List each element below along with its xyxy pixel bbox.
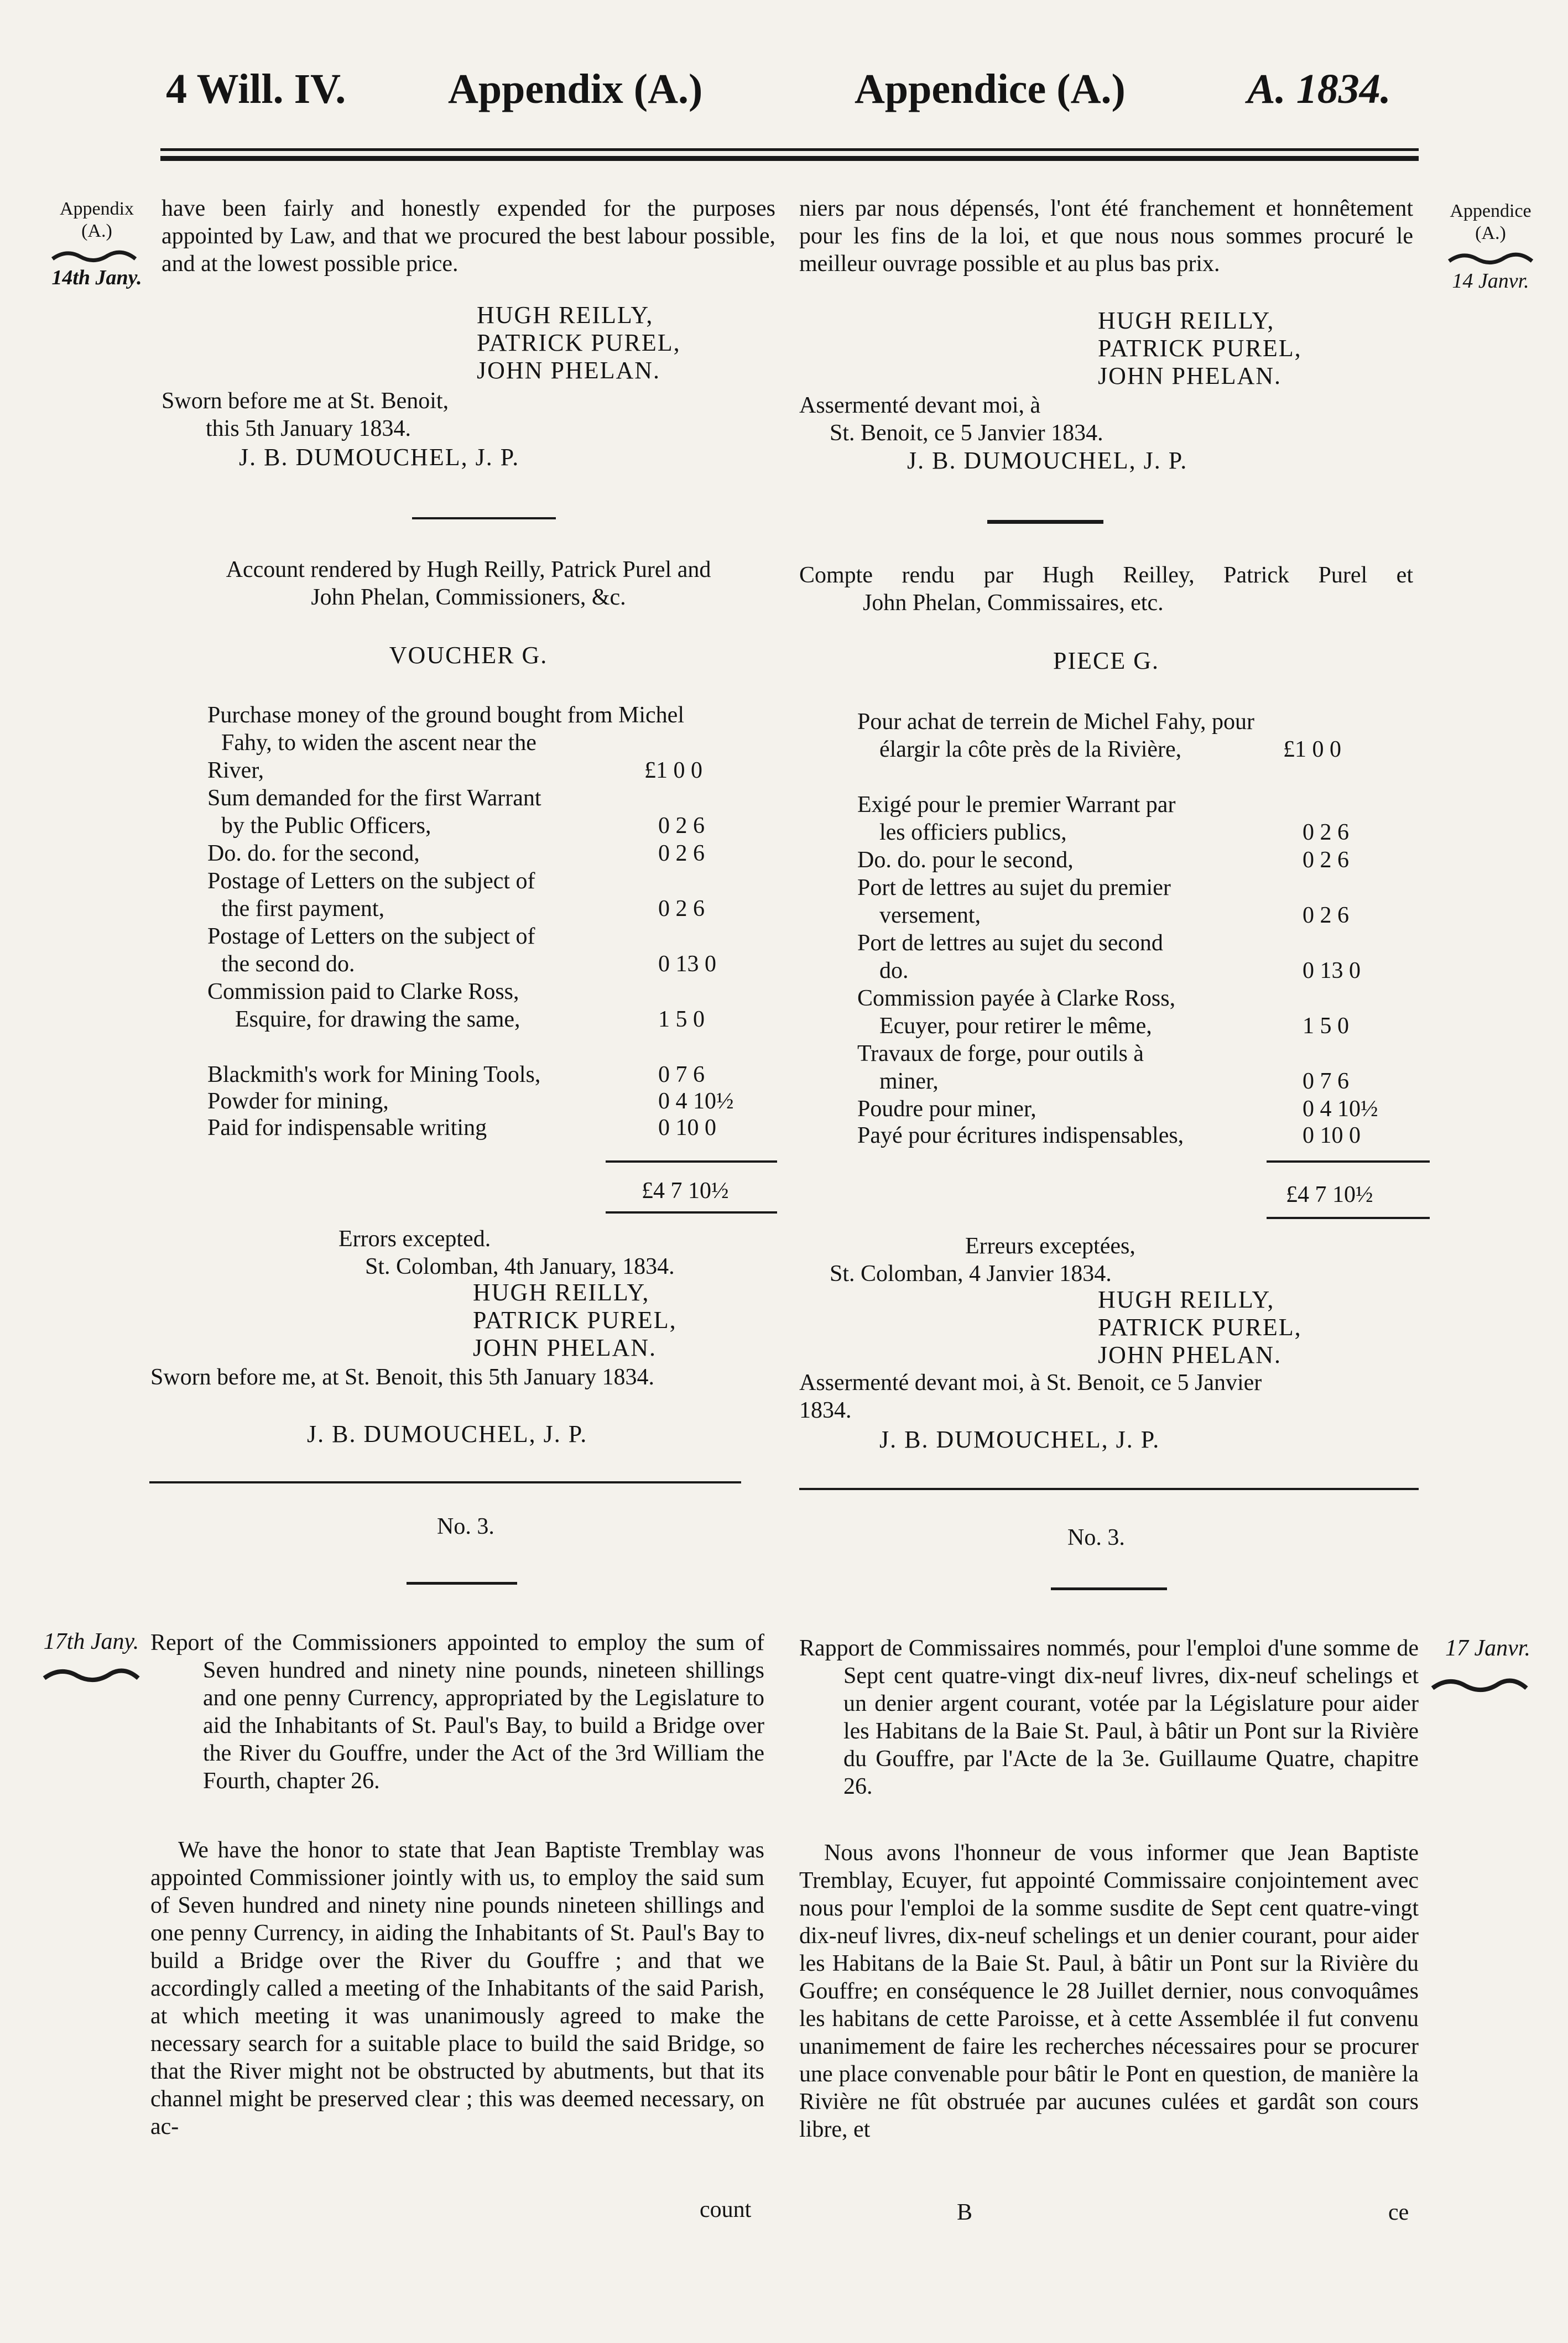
table-row: Do. do. for the second, 0 2 6: [207, 841, 705, 866]
en-errors-excepted: Errors excepted.: [338, 1226, 491, 1252]
en-section-rule: [149, 1481, 741, 1483]
en-sworn-2: Sworn before me, at St. Benoit, this 5th January 1834.: [150, 1365, 655, 1390]
fr-total-rule-bottom: [1267, 1217, 1430, 1219]
year-heading: A. 1834.: [1247, 66, 1391, 112]
margin-appendix-left: Appendix (A.): [59, 199, 134, 241]
en-sworn-line-2: this 5th January 1834.: [206, 416, 411, 441]
en-voucher-title: VOUCHER G.: [389, 642, 548, 669]
en-voucher-table: [207, 701, 783, 1142]
fr-sworn-2: Assermenté devant moi, à St. Benoit, ce 5 Janvier 1834.: [799, 1370, 1262, 1423]
fr-short-rule-2: [1051, 1587, 1167, 1590]
header-rule-bottom: [160, 156, 1419, 161]
fr-number-3: No. 3.: [1067, 1525, 1125, 1550]
table-row: Purchase money of the ground bought from Michel Fahy, to widen the ascent near the River, £1 0 0: [207, 702, 702, 783]
table-row: Postage of Letters on the subject of the second do. 0 13 0: [207, 924, 716, 977]
table-row: Paid for indispensable writing 0 10 0: [207, 1115, 716, 1141]
margin-appendice-right: Appendice (A.): [1450, 201, 1531, 243]
margin-date-right-bottom: 17 Janvr.: [1445, 1636, 1530, 1661]
appendix-title-en: Appendix (A.): [448, 66, 703, 112]
fr-short-rule-1: [987, 520, 1103, 524]
en-signers-2: HUGH REILLY, PATRICK PUREL, JOHN PHELAN.: [473, 1279, 677, 1361]
fr-signature-mark: B: [957, 2200, 973, 2225]
en-jp-signature-2: J. B. DUMOUCHEL, J. P.: [307, 1420, 588, 1448]
en-short-rule-2: [407, 1582, 517, 1585]
fr-place-date: St. Colomban, 4 Janvier 1834.: [830, 1261, 1112, 1287]
fr-total-rule-top: [1267, 1160, 1430, 1163]
margin-swash-right-top: [1446, 250, 1535, 267]
regnal-year: 4 Will. IV.: [166, 66, 346, 112]
table-row: Port de lettres au sujet du premier versement, 0 2 6: [857, 875, 1349, 928]
fr-catchword: ce: [1388, 2200, 1409, 2225]
en-signers: HUGH REILLY, PATRICK PUREL, JOHN PHELAN.: [477, 301, 681, 384]
en-sworn-line-1: Sworn before me at St. Benoit,: [162, 388, 449, 414]
en-total: £4 7 10½: [642, 1178, 729, 1204]
en-jp-signature: J. B. DUMOUCHEL, J. P.: [239, 444, 520, 471]
margin-date-left-bottom: 17th Jany.: [43, 1629, 139, 1654]
table-row: Poudre pour miner, 0 4 10½: [857, 1096, 1378, 1122]
fr-sworn-line-1: Assermenté devant moi, à: [799, 393, 1041, 418]
table-row: Payé pour écritures indispensables, 0 10 0: [857, 1123, 1361, 1148]
fr-sworn-line-2: St. Benoit, ce 5 Janvier 1834.: [830, 420, 1103, 446]
en-total-rule-bottom: [606, 1211, 777, 1214]
en-total-rule-top: [606, 1160, 777, 1163]
table-row: Port de lettres au sujet du second do. 0 13 0: [857, 930, 1361, 983]
en-body-paragraph: We have the honor to state that Jean Baptiste Tremblay was appointed Commissioner jointly with us, to employ the said sum of Seven hundred and ninety nine pounds nineteen shillings and one penny Currency, in aiding the Inhabitants of St. Paul's Bay to build a Bridge over the River du Gouffre ; and that we accordingly called a meeting of the Inhabitants of the said Parish, at which meeting it was unanimously agreed to make the necessary search for a suitable place to build the said Bridge, so that the River might not be obstructed by abutments, but that its channel might be preserved clear ; this was deemed necessary, on ac-: [150, 1837, 764, 2139]
en-number-3: No. 3.: [437, 1514, 494, 1539]
margin-date-right-top: 14 Janvr.: [1452, 269, 1529, 293]
fr-intro-paragraph: niers par nous dépensés, l'ont été franchement et honnêtement pour les fins de la loi, et que nous nous sommes procuré le meilleur ouvrage possible et au plus bas prix.: [799, 196, 1413, 277]
table-row: Exigé pour le premier Warrant par les officiers publics, 0 2 6: [857, 792, 1349, 845]
en-short-rule-1: [412, 517, 556, 519]
en-intro-paragraph: have been fairly and honestly expended for the purposes appointed by Law, and that we procured the best labour possible, and at the lowest possible price.: [162, 196, 775, 277]
en-catchword: count: [700, 2197, 752, 2222]
table-row: Postage of Letters on the subject of the first payment, 0 2 6: [207, 868, 705, 921]
margin-swash-left-top: [50, 248, 138, 264]
margin-swash-right-bottom: [1430, 1675, 1529, 1695]
table-row: Commission paid to Clarke Ross, Esquire, for drawing the same, 1 5 0: [207, 979, 705, 1032]
fr-voucher-table: [857, 708, 1416, 1149]
fr-jp-signature: J. B. DUMOUCHEL, J. P.: [907, 447, 1188, 474]
en-report-heading: Report of the Commissioners appointed to employ the sum of Seven hundred and ninety nine pounds, nineteen shillings and one penny Currency, appropriated by the Legislature to aid the Inhabitants of St. Paul's Bay, to build a Bridge over the River du Gouffre, under the Act of the 3rd William the Fourth, chapter 26.: [150, 1630, 764, 1794]
table-row: Do. do. pour le second, 0 2 6: [857, 847, 1349, 873]
table-row: Blackmith's work for Mining Tools, 0 7 6: [207, 1062, 705, 1087]
table-row: Powder for mining, 0 4 10½: [207, 1089, 734, 1114]
table-row: Sum demanded for the first Warrant by the Public Officers, 0 2 6: [207, 785, 705, 839]
en-place-date: St. Colomban, 4th January, 1834.: [365, 1254, 675, 1279]
fr-section-rule: [799, 1488, 1419, 1490]
margin-swash-left-bottom: [41, 1665, 141, 1685]
fr-report-heading: Rapport de Commissaires nommés, pour l'emploi d'une somme de Sept cent quatre-vingt dix-neuf livres, dix-neuf schelings et un denier argent courant, votée par la Législature pour aider les Habitans de la Baie St. Paul, à bâtir un Pont sur la Rivière du Gouffre, par l'Acte de la 3e. Guillaume Quatre, chapitre 26.: [799, 1636, 1419, 1799]
table-row: Commission payée à Clarke Ross, Ecuyer, pour retirer le même, 1 5 0: [857, 986, 1349, 1039]
fr-voucher-title: PIECE G.: [1053, 647, 1159, 674]
header-rule-top: [160, 148, 1419, 151]
margin-date-left-top: 14th Jany.: [51, 266, 142, 289]
fr-total: £4 7 10½: [1286, 1182, 1373, 1207]
appendix-title-fr: Appendice (A.): [855, 66, 1126, 112]
fr-account-heading: Compte rendu par Hugh Reilley, Patrick Purel et John Phelan, Commissaires, etc.: [799, 563, 1413, 616]
table-row: Travaux de forge, pour outils à miner, 0 7 6: [857, 1041, 1349, 1094]
en-account-heading: Account rendered by Hugh Reilly, Patrick Purel and John Phelan, Commissioners, &c.: [226, 557, 711, 610]
fr-signers: HUGH REILLY, PATRICK PUREL, JOHN PHELAN.: [1098, 307, 1302, 389]
fr-errors-excepted: Erreurs exceptées,: [965, 1233, 1135, 1259]
table-row: Pour achat de terrein de Michel Fahy, pour élargir la côte près de la Rivière, £1 0 0: [857, 709, 1341, 762]
fr-body-paragraph: Nous avons l'honneur de vous informer que Jean Baptiste Tremblay, Ecuyer, fut appointé Commissaire conjointement avec nous pour l'emploi de la somme susdite de Sept cent quatre-vingt dix-neuf livres, dix-neuf schelings et un denier courant, pour aider les Habitans de la Baie St. Paul, à bâtir un Pont sur la Rivière du Gouffre; en conséquence le 28 Juillet dernier, nous convoquâmes les habitans de cette Paroisse, et à cette Assemblée il fut convenu unanimement de faire les recherches nécessaires pour se procurer une place convenable pour bâtir le Pont en question, de manière la Rivière ne fût obstruée par aucunes culées et gardât son cours libre, et: [799, 1840, 1419, 2142]
fr-jp-signature-2: J. B. DUMOUCHEL, J. P.: [879, 1426, 1160, 1453]
fr-signers-2: HUGH REILLY, PATRICK PUREL, JOHN PHELAN.: [1098, 1286, 1302, 1368]
